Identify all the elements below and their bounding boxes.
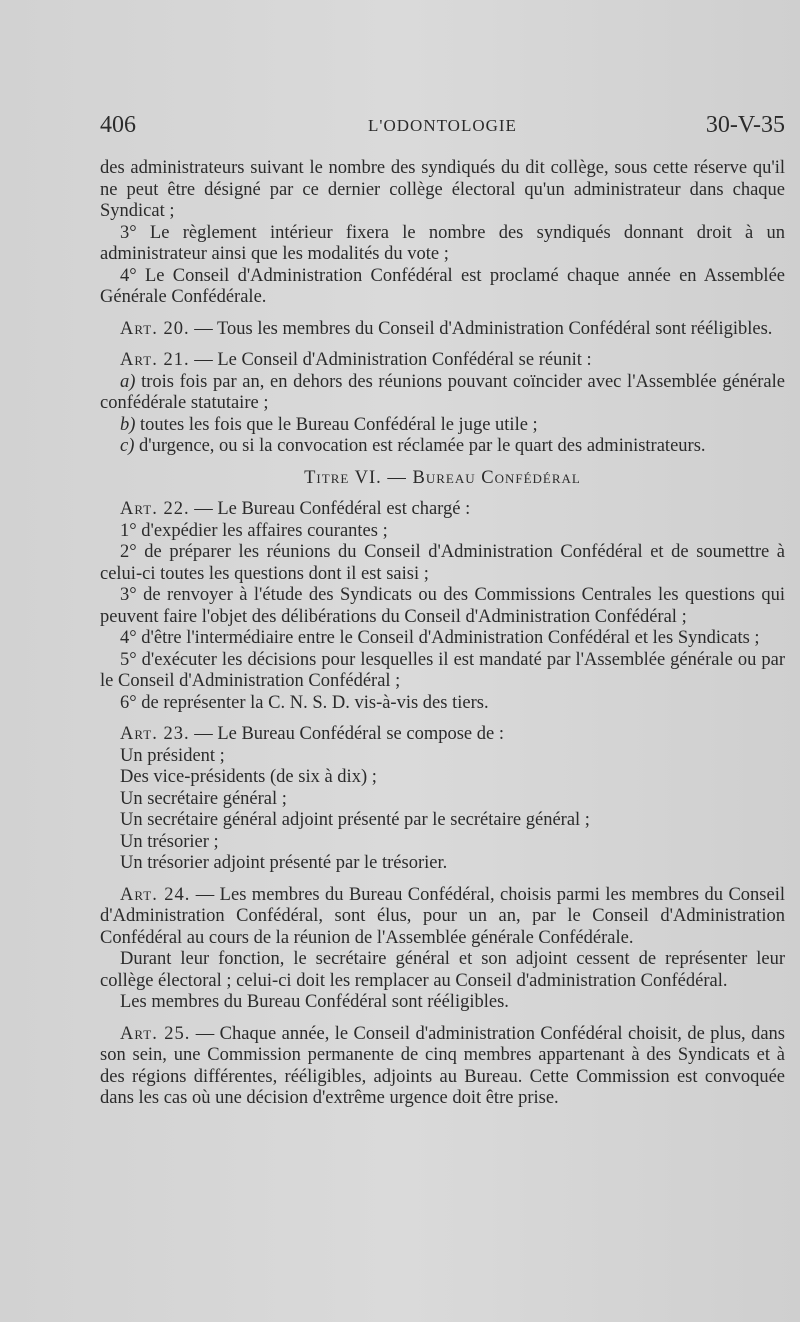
issue-date: 30-V-35 bbox=[705, 112, 785, 138]
article-23-list-item: Un secrétaire général ; bbox=[120, 788, 287, 809]
article-23-list-item: Un trésorier ; bbox=[120, 831, 219, 852]
article-22 bbox=[100, 499, 785, 521]
article-22-item-4: 4° d'être l'intermédiaire entre le Conseil d'Administration Confédéral et les Syndicats ; bbox=[120, 628, 760, 648]
item-a-label: a) bbox=[120, 371, 136, 392]
item-a-text: trois fois par an, en dehors des réunions pouvant coïncider avec l'Assemblée générale confédérale statutaire ; bbox=[100, 371, 785, 413]
item-c-label: c) bbox=[120, 436, 135, 456]
article-25-text: — Chaque année, le Conseil d'administration Confédéral choisit, de plus, dans son sein, une Commission permanente de cinq membres appartenant à des Syndicats et à des régions différentes, rééligibles, adjoints au Bureau. Cette Commission est convoquée dans les cas où une décision d'extrême urgence doit être prise. bbox=[100, 1023, 785, 1108]
article-22-text: — Le Bureau Confédéral est chargé : bbox=[189, 499, 471, 519]
article-21-label: Art. 21. bbox=[120, 350, 190, 370]
article-24 bbox=[100, 885, 785, 950]
article-22-item-5: 5° d'exécuter les décisions pour lesquelles il est mandaté par l'Assemblée générale ou par le Conseil d'Administration Confédéral ; bbox=[100, 649, 785, 691]
article-20 bbox=[100, 319, 785, 341]
paragraph-continuation: des administrateurs suivant le nombre des syndiqués du dit collège, sous cette réserve qu'il ne peut être désigné par ce dernier collège électoral qu'un administrateur dans chaque Syndicat ; bbox=[100, 158, 785, 221]
article-22-item-2: 2° de préparer les réunions du Conseil d'Administration Confédéral et de soumettre à celui-ci toutes les questions dont il est saisi ; bbox=[100, 542, 785, 584]
article-23-label: Art. 23. bbox=[120, 724, 190, 744]
article-21-item-a bbox=[100, 372, 785, 415]
article-24-paragraph-2: Durant leur fonction, le secrétaire général et son adjoint cessent de représenter leur collège électoral ; celui-ci doit les remplacer au Conseil d'administration Confédéral. bbox=[100, 949, 785, 991]
article-21-text: — Le Conseil d'Administration Confédéral se réunit : bbox=[189, 350, 592, 370]
journal-title: L'ODONTOLOGIE bbox=[368, 116, 517, 135]
article-21-item-c bbox=[100, 436, 785, 458]
page-number: 406 bbox=[100, 112, 136, 138]
item-b-label: b) bbox=[120, 414, 136, 435]
article-21-item-b bbox=[100, 415, 785, 437]
article-23-list-item: Un trésorier adjoint présenté par le trésorier. bbox=[120, 853, 448, 873]
running-header bbox=[100, 112, 785, 142]
article-23-list-item: Un président ; bbox=[120, 745, 225, 766]
item-c-text: d'urgence, ou si la convocation est réclamée par le quart des administrateurs. bbox=[134, 436, 706, 456]
article-25 bbox=[100, 1024, 785, 1110]
paragraph-item-3: 3° Le règlement intérieur fixera le nombre des syndiqués donnant droit à un administrateur ainsi que les modalités du vote ; bbox=[100, 222, 785, 264]
article-21 bbox=[100, 350, 785, 372]
article-20-text: — Tous les membres du Conseil d'Administration Confédéral sont rééligibles. bbox=[189, 318, 773, 339]
article-24-text: — Les membres du Bureau Confédéral, choisis parmi les membres du Conseil d'Administration Confédéral, sont élus, pour un an, par le Conseil d'Administration Confédéral au cours de la réunion de l'Assemblée générale Confédérale. bbox=[100, 884, 785, 948]
article-body bbox=[100, 158, 785, 1110]
article-23 bbox=[100, 724, 785, 746]
article-22-item-3: 3° de renvoyer à l'étude des Syndicats ou des Commissions Centrales les questions qui peuvent faire l'objet des délibérations du Conseil d'Administration Confédéral ; bbox=[100, 585, 785, 627]
item-b-text: toutes les fois que le Bureau Confédéral le juge utile ; bbox=[135, 414, 538, 435]
article-24-label: Art. 24. bbox=[120, 884, 191, 905]
paragraph-item-4: 4° Le Conseil d'Administration Confédéral est proclamé chaque année en Assemblée Générale Confédérale. bbox=[100, 265, 785, 307]
article-23-list-item: Des vice-présidents (de six à dix) ; bbox=[120, 767, 377, 787]
article-23-text: — Le Bureau Confédéral se compose de : bbox=[189, 724, 504, 744]
article-24-paragraph-3: Les membres du Bureau Confédéral sont rééligibles. bbox=[120, 992, 509, 1012]
article-22-label: Art. 22. bbox=[120, 499, 190, 519]
article-22-item-6: 6° de représenter la C. N. S. D. vis-à-vis des tiers. bbox=[120, 692, 489, 713]
article-22-item-1: 1° d'expédier les affaires courantes ; bbox=[120, 520, 388, 541]
article-23-list-item: Un secrétaire général adjoint présenté par le secrétaire général ; bbox=[120, 810, 590, 830]
article-25-label: Art. 25. bbox=[120, 1023, 191, 1044]
section-heading-titre-vi: Titre VI. — Bureau Confédéral bbox=[304, 467, 581, 488]
article-20-label: Art. 20. bbox=[120, 318, 190, 339]
